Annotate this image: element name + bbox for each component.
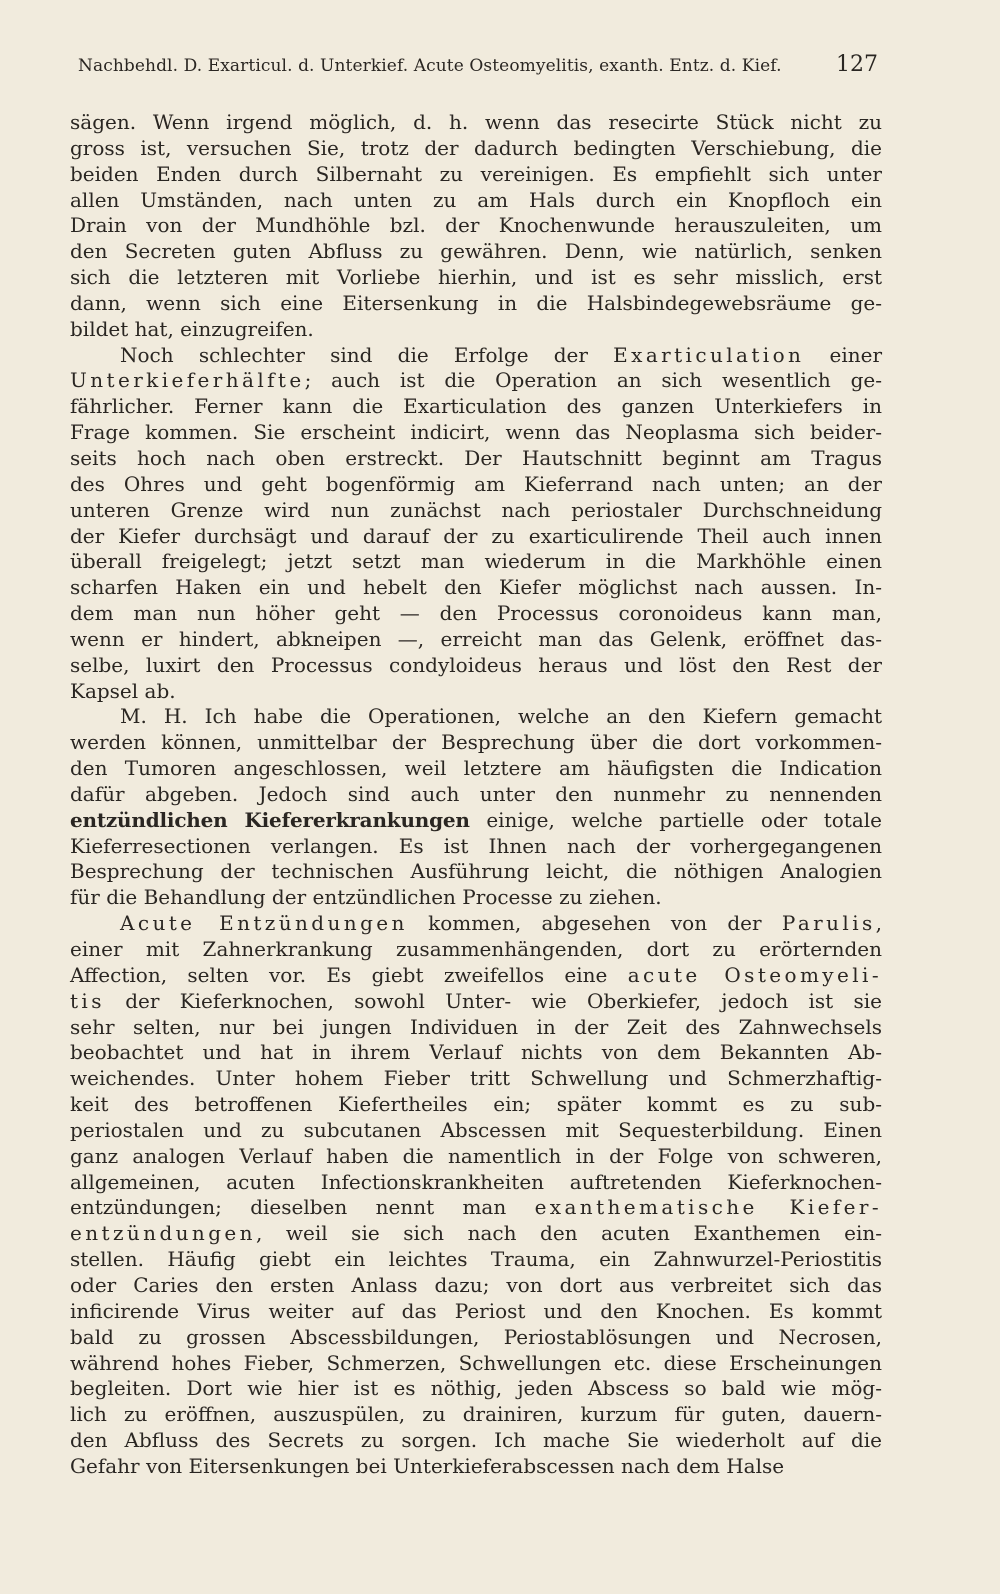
text-run: für die Behandlung der entzündlichen Processe zu ziehen. bbox=[70, 885, 662, 910]
text-line bbox=[70, 1273, 882, 1299]
text-run: oder Caries den ersten Anlass dazu; von dort aus verbreitet sich das bbox=[70, 1272, 882, 1297]
text-line bbox=[70, 756, 882, 782]
text-line bbox=[70, 885, 882, 911]
text-run: ; auch ist die Operation an sich wesentlich ge- bbox=[304, 368, 882, 393]
text-line bbox=[70, 1144, 882, 1170]
text-run: dafür abgeben. Jedoch sind auch unter den nunmehr zu nennenden bbox=[70, 781, 882, 806]
text-line bbox=[70, 1066, 882, 1092]
text-run: scharfen Haken ein und hebelt den Kiefer möglichst nach aussen. In- bbox=[70, 575, 882, 600]
text-line bbox=[70, 1195, 882, 1221]
text-line bbox=[70, 834, 882, 860]
text-run: begleiten. Dort wie hier ist es nöthig, jeden Abscess so bald wie mög- bbox=[70, 1376, 882, 1401]
text-run: während hohes Fieber, Schmerzen, Schwellungen etc. diese Erscheinungen bbox=[70, 1350, 882, 1375]
text-line bbox=[70, 601, 882, 627]
text-line bbox=[70, 472, 882, 498]
text-run: inficirende Virus weiter auf das Periost und den Knochen. Es kommt bbox=[70, 1298, 882, 1323]
text-line bbox=[70, 446, 882, 472]
text-run: einer mit Zahnerkrankung zusammenhängenden, dort zu erörternden bbox=[70, 937, 882, 961]
text-line bbox=[70, 317, 882, 343]
text-run: Noch schlechter sind die Erfolge der bbox=[120, 342, 614, 367]
spaced-emphasis: Parulis bbox=[781, 911, 876, 936]
text-run: seits hoch nach oben erstreckt. Der Hautschnitt beginnt am Tragus bbox=[70, 445, 882, 470]
text-line bbox=[70, 1325, 882, 1351]
text-run: Besprechung der technischen Ausführung leicht, die nöthigen Analogien bbox=[70, 859, 882, 884]
text-run: wenn er hindert, abkneipen —, erreicht man das Gelenk, eröffnet das- bbox=[70, 626, 882, 651]
text-run: einige, welche partielle oder totale bbox=[469, 807, 882, 832]
text-line bbox=[70, 1376, 882, 1402]
text-run: entzündungen; dieselben nennt man bbox=[70, 1195, 535, 1220]
text-line bbox=[70, 136, 882, 162]
spaced-emphasis: exanthematische Kiefer- bbox=[534, 1195, 883, 1220]
spaced-emphasis: Exarticulation bbox=[613, 342, 805, 367]
text-run: überall freigelegt; jetzt setzt man wiederum in die Markhöhle einen bbox=[70, 549, 882, 574]
text-run: dann, wenn sich eine Eitersenkung in die Halsbindegewebsräume ge- bbox=[70, 290, 882, 315]
text-line bbox=[70, 1428, 882, 1454]
spaced-emphasis: tis bbox=[70, 988, 105, 1013]
text-run: allen Umständen, nach unten zu am Hals durch ein Knopfloch ein bbox=[70, 187, 882, 212]
text-run: weichendes. Unter hohem Fieber tritt Schwellung und Schmerzhaftig- bbox=[70, 1066, 882, 1091]
text-line bbox=[70, 911, 882, 937]
body-text bbox=[70, 110, 882, 1480]
text-line bbox=[70, 1015, 882, 1041]
text-run: der Kieferknochen, sowohl Unter- wie Oberkiefer, jedoch ist sie bbox=[104, 988, 882, 1013]
text-run: beobachtet und hat in ihrem Verlauf nichts von dem Bekannten Ab- bbox=[70, 1040, 882, 1065]
text-run: fährlicher. Ferner kann die Exarticulation des ganzen Unterkiefers in bbox=[70, 394, 882, 419]
text-line bbox=[70, 213, 882, 239]
text-run: bildet hat, einzugreifen. bbox=[70, 316, 314, 341]
text-line bbox=[70, 1040, 882, 1066]
text-line bbox=[70, 704, 882, 730]
text-run: einer bbox=[804, 342, 883, 367]
text-line bbox=[70, 549, 882, 575]
text-run: sich die letzteren mit Vorliebe hierhin, und ist es sehr misslich, erst bbox=[70, 265, 882, 290]
text-line bbox=[70, 1454, 882, 1480]
text-run: gross ist, versuchen Sie, trotz der dadurch bedingten Verschiebung, die bbox=[70, 135, 882, 160]
text-run: periostalen und zu subcutanen Abscessen mit Sequesterbildung. Einen bbox=[70, 1117, 882, 1142]
text-line bbox=[70, 859, 882, 885]
text-line bbox=[70, 575, 882, 601]
text-run: den Abfluss des Secrets zu sorgen. Ich mache Sie wiederholt auf die bbox=[70, 1428, 882, 1453]
text-run: Kieferresectionen verlangen. Es ist Ihnen nach der vorhergegangenen bbox=[70, 833, 882, 858]
text-run: sehr selten, nur bei jungen Individuen in der Zeit des Zahnwechsels bbox=[70, 1014, 882, 1039]
text-line bbox=[70, 808, 882, 834]
spaced-emphasis: acute Osteomyeli- bbox=[627, 962, 882, 987]
text-line bbox=[70, 627, 882, 653]
text-run: M. H. Ich habe die Operationen, welche an den Kiefern gemacht bbox=[120, 704, 882, 729]
text-line bbox=[70, 420, 882, 446]
text-run: der Kiefer durchsägt und darauf der zu exarticulirende Theil auch innen bbox=[70, 523, 882, 548]
text-line bbox=[70, 239, 882, 265]
text-run: den Tumoren angeschlossen, weil letztere am häufigsten die Indication bbox=[70, 756, 882, 781]
text-line bbox=[70, 1247, 882, 1273]
spaced-emphasis: Acute Entzündungen bbox=[120, 911, 408, 936]
text-line bbox=[70, 782, 882, 808]
text-run: Frage kommen. Sie erscheint indicirt, wenn das Neoplasma sich beider- bbox=[70, 420, 882, 445]
text-line bbox=[70, 937, 882, 963]
spaced-emphasis: Unterkieferhälfte bbox=[70, 368, 305, 393]
text-line bbox=[70, 1170, 882, 1196]
text-line bbox=[70, 343, 882, 369]
text-run: Affection, selten vor. Es giebt zweifellos eine bbox=[70, 962, 628, 987]
text-line bbox=[70, 524, 882, 550]
text-line bbox=[70, 1299, 882, 1325]
text-run: , bbox=[875, 911, 883, 936]
text-line bbox=[70, 394, 882, 420]
text-line bbox=[70, 291, 882, 317]
text-line bbox=[70, 498, 882, 524]
text-line bbox=[70, 188, 882, 214]
text-run: werden können, unmittelbar der Besprechung über die dort vorkommen- bbox=[70, 730, 882, 755]
text-line bbox=[70, 963, 882, 989]
text-run: dem man nun höher geht — den Processus coronoideus kann man, bbox=[70, 601, 882, 626]
text-run: den Secreten guten Abfluss zu gewähren. Denn, wie natürlich, senken bbox=[70, 239, 882, 264]
text-line bbox=[70, 1221, 882, 1247]
text-line bbox=[70, 1402, 882, 1428]
text-line bbox=[70, 989, 882, 1015]
text-line bbox=[70, 1351, 882, 1377]
text-line bbox=[70, 1092, 882, 1118]
text-line bbox=[70, 730, 882, 756]
text-run: beiden Enden durch Silbernaht zu vereinigen. Es empfiehlt sich unter bbox=[70, 161, 882, 186]
text-run: allgemeinen, acuten Infectionskrankheiten auftretenden Kieferknochen- bbox=[70, 1169, 882, 1194]
spaced-emphasis: entzündungen bbox=[70, 1221, 256, 1246]
text-line bbox=[70, 679, 882, 705]
text-line bbox=[70, 368, 882, 394]
text-run: Gefahr von Eitersenkungen bei Unterkieferabscessen nach dem Halse bbox=[70, 1453, 785, 1478]
page-number: 127 bbox=[836, 52, 878, 77]
text-run: des Ohres und geht bogenförmig am Kieferrand nach unten; an der bbox=[70, 471, 882, 496]
text-line bbox=[70, 162, 882, 188]
text-run: sägen. Wenn irgend möglich, d. h. wenn das resecirte Stück nicht zu bbox=[70, 110, 882, 134]
text-run: Kapsel ab. bbox=[70, 678, 176, 703]
text-run: stellen. Häufig giebt ein leichtes Trauma, ein Zahnwurzel-Periostitis bbox=[70, 1247, 882, 1272]
text-line bbox=[70, 265, 882, 291]
text-run: ganz analogen Verlauf haben die namentlich in der Folge von schweren, bbox=[70, 1143, 882, 1168]
text-line bbox=[70, 1118, 882, 1144]
running-head: Nachbehdl. D. Exarticul. d. Unterkief. Acute Osteomyelitis, exanth. Entz. d. Kief. bbox=[78, 56, 782, 76]
text-run: keit des betroffenen Kiefertheiles ein; später kommt es zu sub- bbox=[70, 1092, 882, 1117]
text-run: kommen, abgesehen von der bbox=[407, 911, 782, 936]
text-line bbox=[70, 110, 882, 136]
text-run: , weil sie sich nach den acuten Exanthemen ein- bbox=[255, 1221, 882, 1246]
page-header bbox=[78, 52, 878, 86]
bold-emphasis: entzündlichen Kiefererkrankungen bbox=[70, 807, 470, 832]
text-run: selbe, luxirt den Processus condyloideus heraus und löst den Rest der bbox=[70, 652, 882, 677]
text-run: Drain von der Mundhöhle bzl. der Knochenwunde herauszuleiten, um bbox=[70, 213, 882, 238]
text-run: lich zu eröffnen, auszuspülen, zu drainiren, kurzum für guten, dauern- bbox=[70, 1402, 882, 1427]
text-run: unteren Grenze wird nun zunächst nach periostaler Durchschneidung bbox=[70, 497, 882, 522]
text-run: bald zu grossen Abscessbildungen, Periostablösungen und Necrosen, bbox=[70, 1324, 882, 1349]
text-line bbox=[70, 653, 882, 679]
